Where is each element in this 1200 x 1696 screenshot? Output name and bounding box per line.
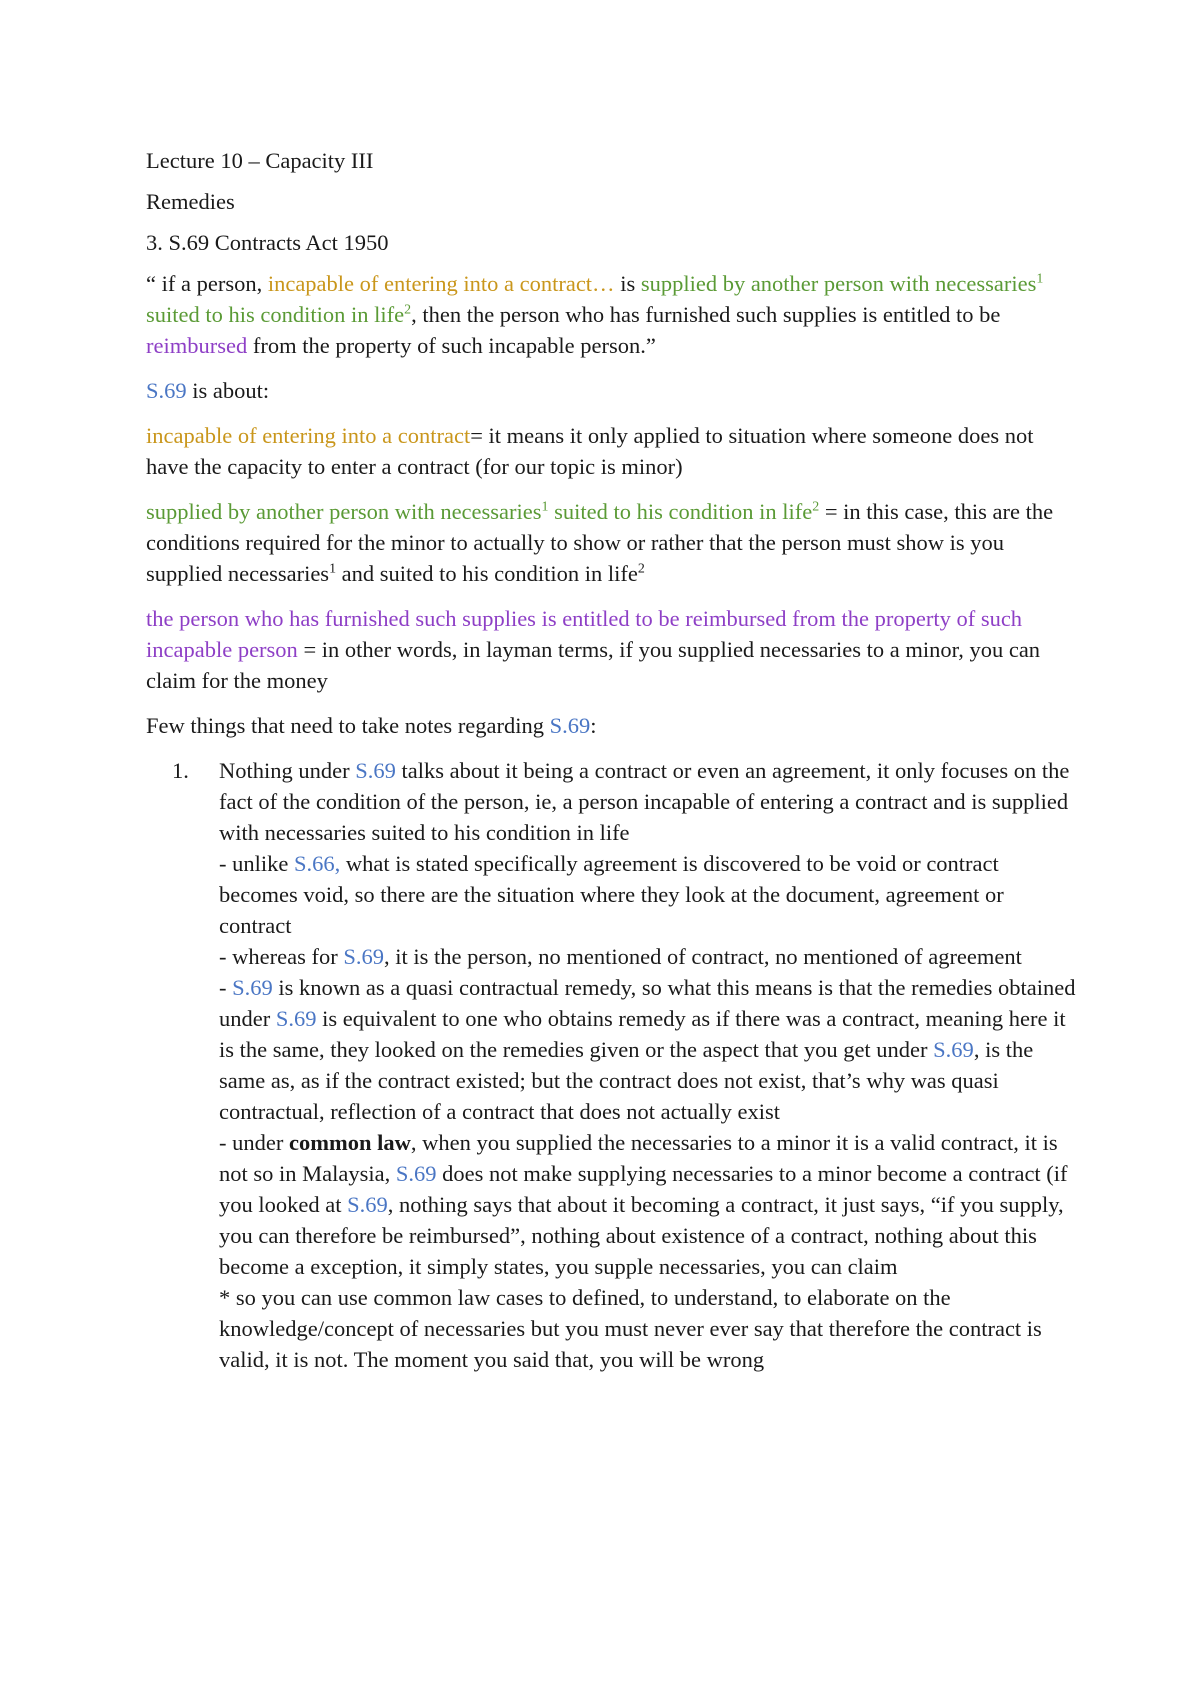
section-reference: S.69 [395,1161,437,1186]
bold-term: common law [288,1130,411,1155]
footnote-marker: 2 [404,302,412,318]
term-supplied: supplied by another person with necessaries$^1$ suited to his condition in life$^2$ [146,499,820,524]
about-line: S.69 is about: [146,378,270,403]
notes-intro: Few things that need to take notes regarding S.69: [146,713,597,738]
statute-heading: 3. S.69 Contracts Act 1950 [146,230,389,255]
section-heading: Remedies [146,189,235,214]
note-line: - S.69 is known as a quasi contractual remedy, so what this means is that the remedies obtained under S.69 is equivalent to one who obtains remedy as if there was a contract, meaning here it is the same, they looked on the remedies given or the aspect that you get under S.69, is the same as, as if the contract existed; but the contract does not exist, that’s why was quasi contractual, reflection of a contract that does not actually exist [219,975,1076,1124]
section-reference: S.69 [146,378,187,403]
term-reimbursed: the person who has furnished such supplies is entitled to be reimbursed from the property of such incapable person [146,606,1023,662]
section-reference: S.66, [293,851,341,876]
term-incapable: incapable of entering into a contract [146,423,471,448]
section-reference: S.69 [549,713,591,738]
section-reference: S.69 [347,1192,388,1217]
footnote-marker: 1 [329,561,337,577]
section-reference: S.69 [355,758,396,783]
section-reference: S.69 [933,1037,974,1062]
document-body [146,145,1076,1375]
term-reimbursed: reimbursed [146,333,248,358]
note-line: - unlike S.66, what is stated specifically agreement is discovered to be void or contract becomes void, so there are the situation where they look at the document, agreement or contract [219,851,1004,938]
note-line: - whereas for S.69, it is the person, no mentioned of contract, no mentioned of agreement [219,944,1022,969]
footnote-marker: 1 [541,499,549,515]
explanation-reimbursed: the person who has furnished such supplies is entitled to be reimbursed from the property of such incapable person = in other words, in layman terms, if you supplied necessaries to a minor, you can claim for the money [146,606,1041,693]
section-reference: S.69 [232,975,273,1000]
term-incapable: incapable of entering into a contract… [267,271,615,296]
list-number: 1. [172,758,189,783]
statute-quote: “ if a person, incapable of entering into a contract… is supplied by another person with necessaries$^1$ suited to his condition in life$^2$, then the person who has furnished such supplies is entitled to be reimbursed from the property of such incapable person.” [146,271,1044,358]
section-reference: S.69 [275,1006,317,1031]
explanation-incapable: incapable of entering into a contract= it means it only applied to situation where someone does not have the capacity to enter a contract (for our topic is minor) [146,423,1034,479]
lecture-title: Lecture 10 – Capacity III [146,148,374,173]
section-reference: S.69 [343,944,384,969]
note-line: Nothing under S.69 talks about it being a contract or even an agreement, it only focuses on the fact of the condition of the person, ie, a person incapable of entering a contract and is supplied with necessaries suited to his condition in life [219,758,1070,845]
footnote-marker: 1 [1036,271,1044,287]
note-line: - under common law, when you supplied the necessaries to a minor it is a valid contract, it is not so in Malaysia, S.69 does not make supplying necessaries to a minor become a contract (if you looked at S.69, nothing says that about it becoming a contract, it just says, “if you supply, you can therefore be reimbursed”, nothing about existence of a contract, nothing about this become a exception, it simply states, you supple necessaries, you can claim [219,1130,1068,1279]
term-supplied: supplied by another person with necessaries$^1$ suited to his condition in life$^2$ [146,271,1044,327]
notes-list [146,755,1076,1375]
footnote-marker: 2 [637,561,645,577]
footnote-marker: 2 [812,499,820,515]
note-line: * so you can use common law cases to defined, to understand, to elaborate on the knowledge/concept of necessaries but you must never ever say that therefore the contract is valid, it is not. The moment you said that, you will be wrong [219,1285,1042,1372]
explanation-supplied: supplied by another person with necessaries$^1$ suited to his condition in life$^2$ = in this case, this are the conditions required for the minor to actually to show or rather that the person must show is you supplied necessaries$^1$ and suited to his condition in life$^2$ [146,499,1054,586]
list-item [146,755,1076,1375]
